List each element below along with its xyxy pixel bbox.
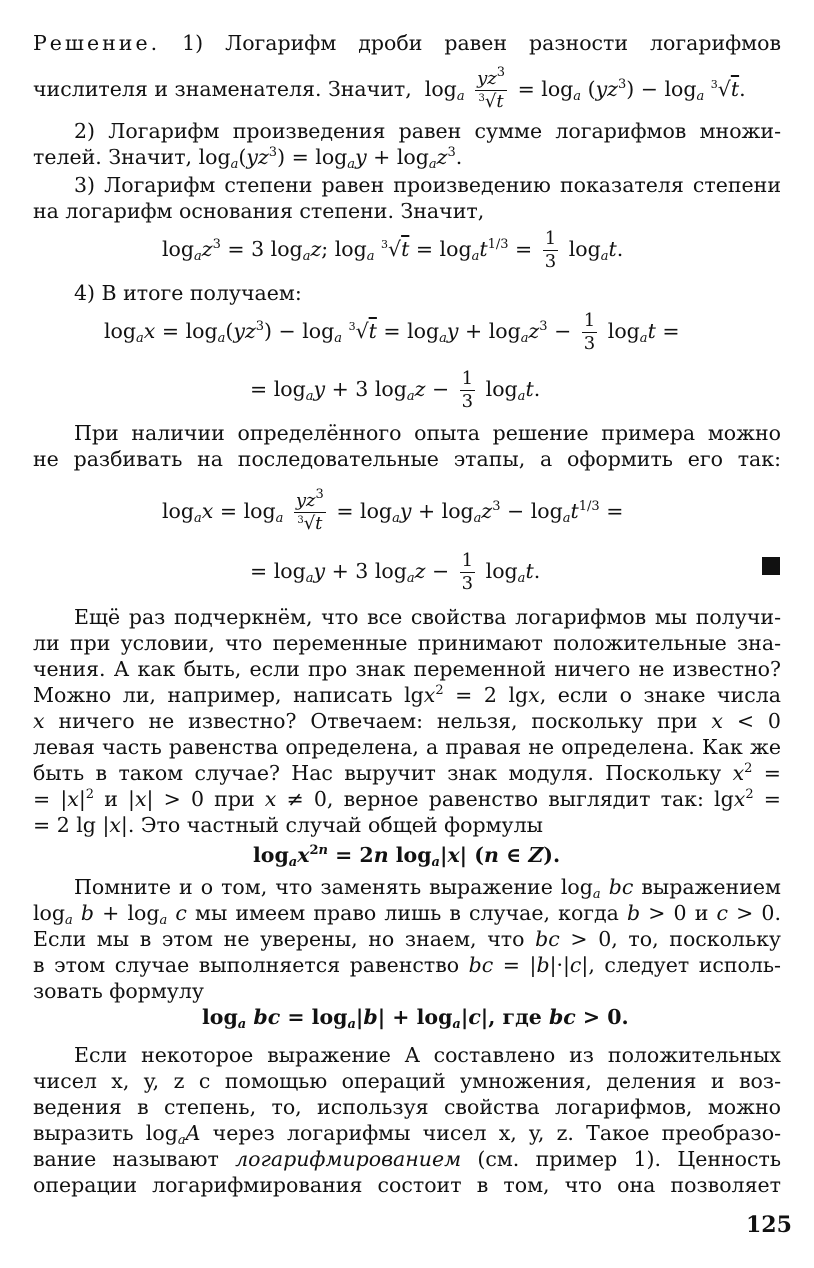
formula-compact-line-2: = $\log_ay + 3$ $\log_az$ − $\frac{1}{3}$ $\log_at$. xyxy=(250,550,541,594)
paragraph-4-line-1: Помните и о том, что заменять выражение $\log_a$ bc выражением xyxy=(74,875,781,902)
text-span: Если мы в этом не уверены, но знаем, что xyxy=(33,927,525,951)
paragraph-5-line-3 xyxy=(33,1094,781,1120)
formula-log-fraction: $\log_a$ $\frac{yz^3}{^3√t}$ = $\log_a (yz^3) - \log_a ^3√t$. xyxy=(418,65,746,112)
formula-general: $\log_ax^{2n} = 2n$ $\log_a|x|$ (n ∈ Z). xyxy=(253,843,561,870)
text-span: ли при условии, что переменные принимают положительные зна- xyxy=(33,631,781,655)
text-span: чисел x, y, z с помощью операций умножения, деления и воз- xyxy=(33,1069,781,1093)
text-span: Ещё раз подчеркнём, что все свойства логарифмов мы получи- xyxy=(74,605,781,629)
text-span: выразить xyxy=(33,1121,134,1145)
formula-log-power: $\log_az^3 = 3$ $\log_az$; $\log_a ^3√t = \log_at^{1/3}$ = $\frac{1}{3}$ $\log_at$. xyxy=(162,228,624,272)
formula-compact-line-1: $\log_ax = \log_a$ $\frac{yz^3}{^3√t}$ = $\log_ay + \log_az^3 - \log_at^{1/3}$ = xyxy=(162,487,624,534)
solution-line-8 xyxy=(74,280,781,306)
paragraph-4-line-2: $\log_a b + \log_a c$ мы имеем право лишь в случае, когда b > 0 и c > 0. xyxy=(33,901,781,928)
text-span: , если о знаке числа xyxy=(539,683,781,707)
paragraph-3-line-7: быть в таком случае? Нас выручит знак модуля. Поскольку $x^2$ = xyxy=(33,761,781,785)
solution-line-6 xyxy=(33,198,781,224)
formula-inline: lgx$^2$ = 2 lgx xyxy=(404,683,540,707)
formula-log-product: $\log_a(yz^3) = \log_ay + \log_az^3$. xyxy=(198,145,463,172)
text-span: ничего не известно? Отвечаем: нельзя, поскольку при xyxy=(58,709,698,733)
text-span: телей. Значит, xyxy=(33,145,193,169)
paragraph-3-line-8: = $|x|^2$ и |x| > 0 при x ≠ 0, верное равенство выглядит так: lgx$^2$ = xyxy=(33,787,781,811)
text-span: числителя и знаменателя. Значит, xyxy=(33,77,412,101)
text-span: ведения в степень, то, используя свойства логарифмов, можно xyxy=(33,1095,781,1119)
paragraph-5-line-5 xyxy=(33,1146,781,1172)
text-span: левая часть равенства определена, а правая не определена. Как же xyxy=(33,735,781,759)
text-span: (см. пример 1). Ценность xyxy=(477,1147,781,1171)
page-number: 125 xyxy=(746,1212,792,1238)
end-of-proof-square-icon xyxy=(762,557,780,575)
text-span: Помните и о том, что заменять выражение xyxy=(74,875,553,899)
text-span: чения. А как быть, если про знак переменной ничего не известно? xyxy=(33,657,781,681)
text-span: и xyxy=(104,787,118,811)
text-span: 1) Логарифм дроби равен разности логарифмов xyxy=(182,31,781,55)
term-emphasis: логарифмированием xyxy=(235,1147,462,1171)
paragraph-5-line-4: выразить $\log_aA$ через логарифмы чисел x, y, z. Такое преобразо- xyxy=(33,1121,781,1148)
text-span: на логарифм основания степени. Значит, xyxy=(33,199,485,223)
paragraph-3-line-3 xyxy=(33,656,781,682)
text-span: , верное равенство выглядит так: xyxy=(326,787,704,811)
text-span: где xyxy=(502,1005,542,1029)
formula-result-line-1: $\log_ax = \log_a(yz^3) - \log_a ^3√t = \log_ay + \log_az^3$ − $\frac{1}{3}$ $\log_at$ = xyxy=(104,310,680,354)
paragraph-2-line-2 xyxy=(33,446,781,472)
text-span: выражением xyxy=(641,875,781,899)
text-span: Если некоторое выражение A составлено из положительных xyxy=(74,1043,781,1067)
text-span: 4) В итоге получаем: xyxy=(74,281,302,305)
paragraph-5-line-2 xyxy=(33,1068,781,1094)
paragraph-3-line-2 xyxy=(33,630,781,656)
text-span: через логарифмы чисел x, y, z. Такое преобразо- xyxy=(212,1121,781,1145)
paragraph-4-line-5 xyxy=(33,978,781,1004)
paragraph-3-line-9: = 2 lg |x|. Это частный случай общей формулы xyxy=(33,813,543,837)
paragraph-3-line-5: x ничего не известно? Отвечаем: нельзя, поскольку при x < 0 xyxy=(33,709,781,733)
paragraph-5-line-6 xyxy=(33,1172,781,1198)
paragraph-4-line-3: Если мы в этом не уверены, но знаем, что bc > 0, то, поскольку xyxy=(33,927,781,951)
paragraph-3-line-4 xyxy=(33,682,781,708)
formula-product-abs: $\log_a$ bc = $\log_a|b| + \log_a|c|$, где bc > 0. xyxy=(202,1005,629,1032)
text-span: зовать формулу xyxy=(33,979,204,1003)
paragraph-4-line-4: в этом случае выполняется равенство bc = |b|·|c|, следует исполь- xyxy=(33,953,781,977)
solution-line-4 xyxy=(33,144,781,170)
text-span: быть в таком случае? Нас выручит знак модуля. Поскольку xyxy=(33,761,722,785)
paragraph-2-line-1 xyxy=(74,420,781,446)
paragraph-3-line-1 xyxy=(74,604,781,630)
formula-result-line-2: = $\log_ay + 3$ $\log_az$ − $\frac{1}{3}$ $\log_at$. xyxy=(250,368,541,412)
text-span: не разбивать на последовательные этапы, а оформить его так: xyxy=(33,447,781,471)
text-span: мы имеем право лишь в случае, когда xyxy=(195,901,619,925)
text-span: в этом случае выполняется равенство xyxy=(33,953,460,977)
text-span: При наличии определённого опыта решение примера можно xyxy=(74,421,781,445)
solution-line-1 xyxy=(33,30,781,56)
text-span: Можно ли, например, написать xyxy=(33,683,393,707)
paragraph-3-line-6 xyxy=(33,734,781,760)
text-span: 3) Логарифм степени равен произведению показателя степени xyxy=(74,173,781,197)
solution-line-3 xyxy=(74,118,781,144)
text-span: вание называют xyxy=(33,1147,219,1171)
solution-label: Решение. xyxy=(33,31,161,55)
solution-line-5 xyxy=(74,172,781,198)
text-span: при xyxy=(214,787,255,811)
text-span: 2) Логарифм произведения равен сумме логарифмов множи- xyxy=(74,119,781,143)
text-span: операции логарифмирования состоит в том, что она позволяет xyxy=(33,1173,781,1197)
text-span: , то, поскольку xyxy=(611,927,781,951)
paragraph-5-line-1 xyxy=(74,1042,781,1068)
solution-line-2 xyxy=(33,65,781,112)
text-span: , следует исполь- xyxy=(588,953,781,977)
text-span: . Это частный случай общей формулы xyxy=(127,813,543,837)
